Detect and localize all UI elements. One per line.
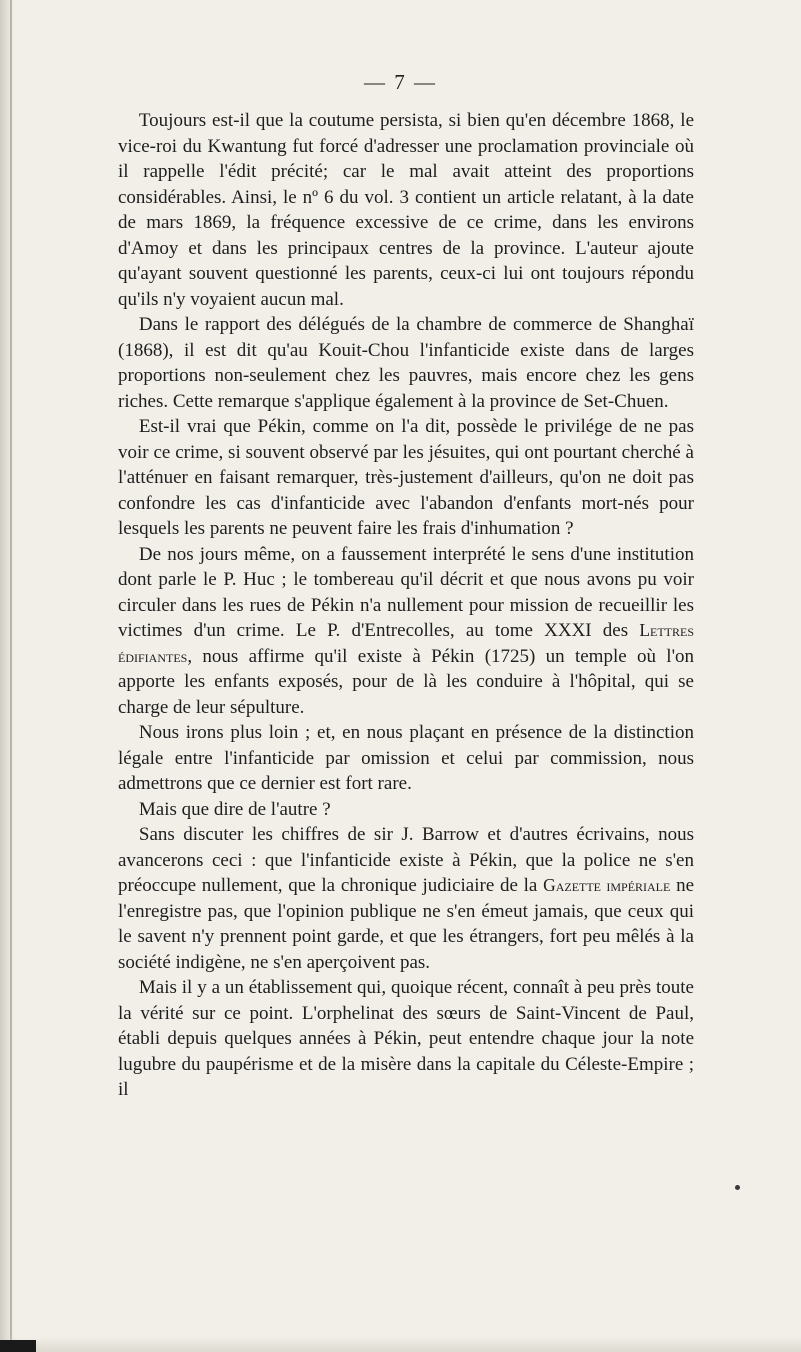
paragraph-8: Mais il y a un établissement qui, quoique récent, connaît à peu près toute la vérité sur ce point. L'orphelinat des sœurs de Saint-Vincent de Paul, établi depuis quelques années à Pékin, peut entendre chaque jour la note lugubre du paupérisme et de la misère dans la capitale du Céleste-Empire ; il bbox=[118, 977, 694, 1100]
body-text bbox=[118, 108, 694, 1103]
paragraph-5: Nous irons plus loin ; et, en nous plaçant en présence de la distinction légale entre l'infanticide par omission et celui par commission, nous admettrons que ce dernier est fort rare. bbox=[118, 722, 694, 794]
page-binding-edge bbox=[10, 0, 12, 1352]
paragraph-4-text-b: , nous affirme qu'il existe à Pékin (1725) un temple où l'on apporte les enfants exposés, pour de là les conduire à l'hôpital, qui se charge de leur sépulture. bbox=[118, 645, 694, 718]
paragraph-7-text-a: Sans discuter les chiffres de sir J. Barrow et d'autres écrivains, nous avancerons ceci : que l'infanticide existe à Pékin, que la police ne s'en préoccupe nullement, que la chronique judiciaire de la bbox=[118, 824, 694, 896]
paragraph-1: Toujours est-il que la coutume persista, si bien qu'en décembre 1868, le vice-roi du Kwantung fut forcé d'adresser une proclamation provinciale où il rappelle l'édit précité; car le mal avait atteint des proportions considérables. Ainsi, le nº 6 du vol. 3 contient un article relatant, à la date de mars 1869, la fréquence excessive de ce crime, dans les environs d'Amoy et dans les principaux centres de la province. L'auteur ajoute qu'ayant souvent questionné les parents, ceux-ci lui ont toujours répondu qu'ils n'y voyaient aucun mal. bbox=[118, 110, 694, 310]
paragraph-7 bbox=[118, 822, 694, 975]
scan-corner-mark bbox=[0, 1340, 36, 1352]
gazette-imperiale-title: Gazette impériale bbox=[543, 875, 671, 895]
paragraph-4 bbox=[118, 542, 694, 721]
lettres-edifiantes-title: Lettres édifiantes bbox=[118, 620, 694, 666]
paragraph-6: Mais que dire de l'autre ? bbox=[138, 798, 331, 820]
paragraph-4-text-a: De nos jours même, on a faussement interprété le sens d'une institution dont parle le P. Huc ; le tombereau qu'il décrit et que nous avons pu voir circuler dans les rues de Pékin n'a nullement pour mission de recueillir les victimes d'un crime. Le P. d'Entrecolles, au tome XXXI des bbox=[118, 543, 694, 641]
paragraph-2: Dans le rapport des délégués de la chambre de commerce de Shanghaï (1868), il est dit qu'au Kouit-Chou l'infanticide existe dans de larges proportions non-seulement chez les pauvres, mais encore chez les gens riches. Cette remarque s'applique également à la province de Set-Chuen. bbox=[118, 314, 694, 412]
paragraph-3: Est-il vrai que Pékin, comme on l'a dit, possède le privilége de ne pas voir ce crime, si souvent observé par les jésuites, qui ont pourtant cherché à l'atténuer en faisant remarquer, très-justement d'ailleurs, qu'on ne doit pas confondre les cas d'infanticide avec l'abandon d'enfants mort-nés pour lesquels les parents ne peuvent faire les frais d'inhumation ? bbox=[118, 416, 694, 539]
ink-dot bbox=[735, 1185, 740, 1190]
page-number: — 7 — bbox=[364, 70, 437, 94]
page-bottom-edge bbox=[0, 1337, 801, 1352]
paragraph-7-text-b: ne l'enregistre pas, que l'opinion publique ne s'en émeut jamais, que ceux qui le savent n'y prennent point garde, et que les étrangers, fort peu mêlés à la société indigène, ne s'en aperçoivent pas. bbox=[118, 875, 695, 973]
